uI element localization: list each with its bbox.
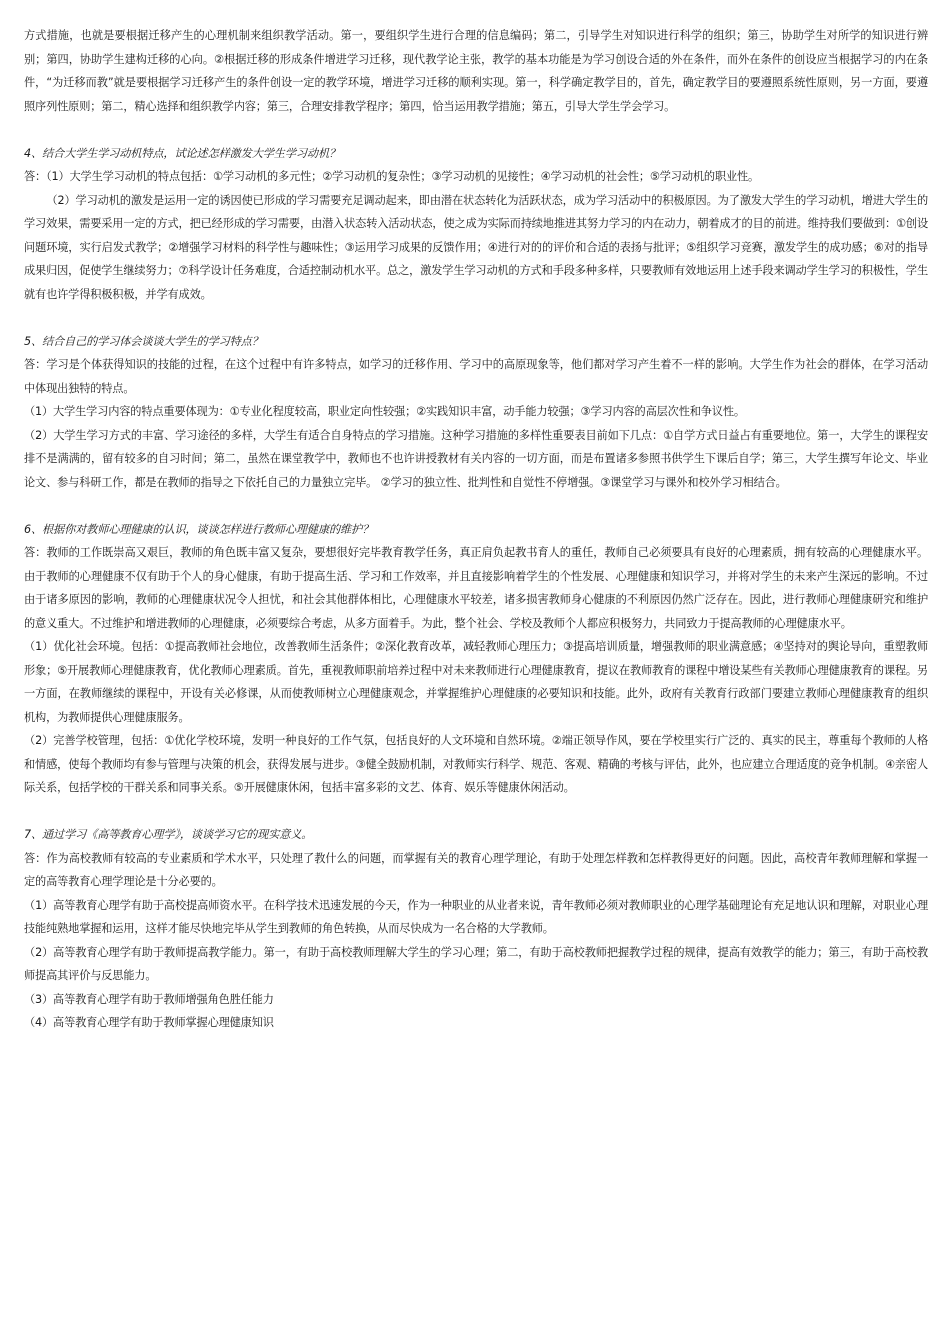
question-4-answer-1: 答：（1）大学生学习动机的特点包括：①学习动机的多元性；②学习动机的复杂性；③学习动机的见接性；④学习动机的社会性；⑤学习动机的职业性。 [24, 170, 760, 183]
question-7-answer-5: （4）高等教育心理学有助于教师掌握心理健康知识 [24, 1016, 274, 1029]
question-7-answer-2: （1）高等教育心理学有助于高校提高师资水平。在科学技术迅速发展的今天，作为一种职业的从业者来说，青年教师必须对教师职业的心理学基础理论有充足地认识和理解，对职业心理技能纯熟地掌握和运用，这样才能尽快地完毕从学生到教师的角色转换，从而尽快成为一名合格的大学教师。 [24, 898, 928, 935]
question-6-answer-1: 答：教师的工作既崇高又艰巨，教师的角色既丰富又复杂，要想很好完毕教育教学任务，真正肩负起教书育人的重任，教师自己必须要具有良好的心理素质，拥有较高的心理健康水平。由于教师的心理健康不仅有助于个人的身心健康，有助于提高生活、学习和工作效率，并且直接影响着学生的个性发展、心理健康和知识学习，并将对学生的未来产生深远的影响。不过由于诸多原因的影响，教师的心理健康状况令人担忧，和社会其他群体相比，心理健康水平较差，诸多损害教师身心健康的不利原因仍然广泛存在。因此，进行教师心理健康研究和维护的意义重大。不过维护和增进教师的心理健康，必须要综合考虑，从多方面着手。为此，整个社会、学校及教师个人都应积极努力，共同致力于提高教师的心理健康水平。 [24, 546, 928, 630]
question-7-answer-4: （3）高等教育心理学有助于教师增强角色胜任能力 [24, 992, 274, 1006]
question-6-title: 6、根据你对教师心理健康的认识，谈谈怎样进行教师心理健康的维护？ [24, 522, 374, 536]
question-6-answer-3: （2）完善学校管理，包括：①优化学校环境，发明一种良好的工作气氛，包括良好的人文环境和自然环境。②端正领导作风，要在学校里实行广泛的、真实的民主，尊重每个教师的人格和情感，使每个教师均有参与管理与决策的机会，获得发展与进步。③健全鼓励机制，对教师实行科学、规范、客观、精确的考核与评估，此外，也应建立合理适度的竞争机制。④亲密人际关系，包括学校的干群关系和同事关系。⑤开展健康休闲，包括丰富多彩的文艺、体育、娱乐等健康休闲活动。 [24, 734, 928, 794]
question-4-title: 4、结合大学生学习动机特点，试论述怎样激发大学生学习动机？ [24, 146, 341, 160]
question-5-title: 5、结合自己的学习体会谈谈大学生的学习特点？ [24, 334, 263, 348]
question-5-answer-3: （2）大学生学习方式的丰富、学习途径的多样，大学生有适合自身特点的学习措施。这种学习措施的多样性重要表目前如下几点：①自学方式日益占有重要地位。第一，大学生的课程安排不是满满的，留有较多的自习时间；第二，虽然在课堂教学中，教师也不也许讲授教材有关内容的一切方面，而是布置诸多参照书供学生下课后自学；第三，大学生撰写年论文、毕业论文、参与科研工作，都是在教师的指导之下依托自己的力量独立完毕。 ②学习的独立性、批判性和自觉性不停增强。③课堂学习与课外和校外学习相结合。 [24, 428, 928, 489]
question-7-answer-1: 答：作为高校教师有较高的专业素质和学术水平，只处理了教什么的问题，而掌握有关的教育心理学理论，有助于处理怎样教和怎样教得更好的问题。因此，高校青年教师理解和掌握一定的高等教育心理学理论是十分必要的。 [24, 851, 928, 888]
intro-paragraph: 方式措施，也就是要根据迁移产生的心理机制来组织教学活动。第一，要组织学生进行合理的信息编码；第二，引导学生对知识进行科学的组织；第三，协助学生对所学的知识进行辨别；第四，协助学生建构迁移的心向。②根据迁移的形成条件增进学习迁移，现代教学论主张，教学的基本功能是为学习创设合适的外在条件，而外在条件的创设应当根据学习的内在条件，“为迁移而教”就是要根据学习迁移产生的条件创设一定的教学环境，增进学习迁移的顺利实现。第一，科学确定教学目的，首先，确定教学目的要遵照系统性原则，另一方面，要遵照序列性原则；第二，精心选择和组织教学内容；第三，合理安排教学程序；第四，恰当运用教学措施；第五，引导大学生学会学习。 [24, 29, 928, 113]
question-4-answer-2: （2）学习动机的激发是运用一定的诱因使已形成的学习需要充足调动起来，即由潜在状态转化为活跃状态，成为学习活动中的积极原因。为了激发大学生的学习动机，增进大学生的学习效果，需要采用一定的方式，把已经形成的学习需要，由潜入状态转入活动状态，使之成为实际而持续地推进其努力学习的内在动力，朝着成才的目的前进。维持我们要做到：①创设问题环境，实行启发式教学；②增强学习材料的科学性与趣味性；③运用学习成果的反馈作用；④进行对的的评价和合适的表扬与批评；⑤组织学习竞赛，激发学生的成功感；⑥对的指导成果归因，促使学生继续努力；⑦科学设计任务难度，合适控制动机水平。总之，激发学生学习动机的方式和手段多种多样，只要教师有效地运用上述手段来调动学生学习的积极性，学生就有也许学得积极积极，并学有成效。 [24, 193, 928, 301]
question-7-title: 7、通过学习《高等教育心理学》，谈谈学习它的现实意义。 [24, 828, 313, 841]
question-5-answer-1: 答：学习是个体获得知识的技能的过程，在这个过程中有许多特点，如学习的迁移作用、学习中的高原现象等，他们都对学习产生着不一样的影响。大学生作为社会的群体，在学习活动中体现出独特的特点。 [24, 358, 928, 395]
question-5-answer-2: （1）大学生学习内容的特点重要体现为：①专业化程度较高，职业定向性较强；②实践知识丰富，动手能力较强；③学习内容的高层次性和争议性。 [24, 405, 745, 418]
question-6-answer-2: （1）优化社会环境。包括：①提高教师社会地位，改善教师生活条件；②深化教育改革，减轻教师心理压力；③提高培训质量，增强教师的职业满意感；④坚持对的舆论导向，重塑教师形象；⑤开展教师心理健康教育，优化教师心理素质。首先，重视教师职前培养过程中对未来教师进行心理健康教育，提议在教师教育的课程中增设某些有关教师心理健康教育的课程。另一方面，在教师继续的课程中，开设有关必修课，从而使教师树立心理健康观念，并掌握维护心理健康的必要知识和技能。此外，政府有关教育行政部门要建立教师心理健康教育的组织机构，为教师提供心理健康服务。 [24, 640, 928, 724]
question-7-answer-3: （2）高等教育心理学有助于教师提高教学能力。第一，有助于高校教师理解大学生的学习心理；第二，有助于高校教师把握教学过程的规律，提高有效教学的能力；第三，有助于高校教师提高其评价与反思能力。 [24, 945, 928, 982]
